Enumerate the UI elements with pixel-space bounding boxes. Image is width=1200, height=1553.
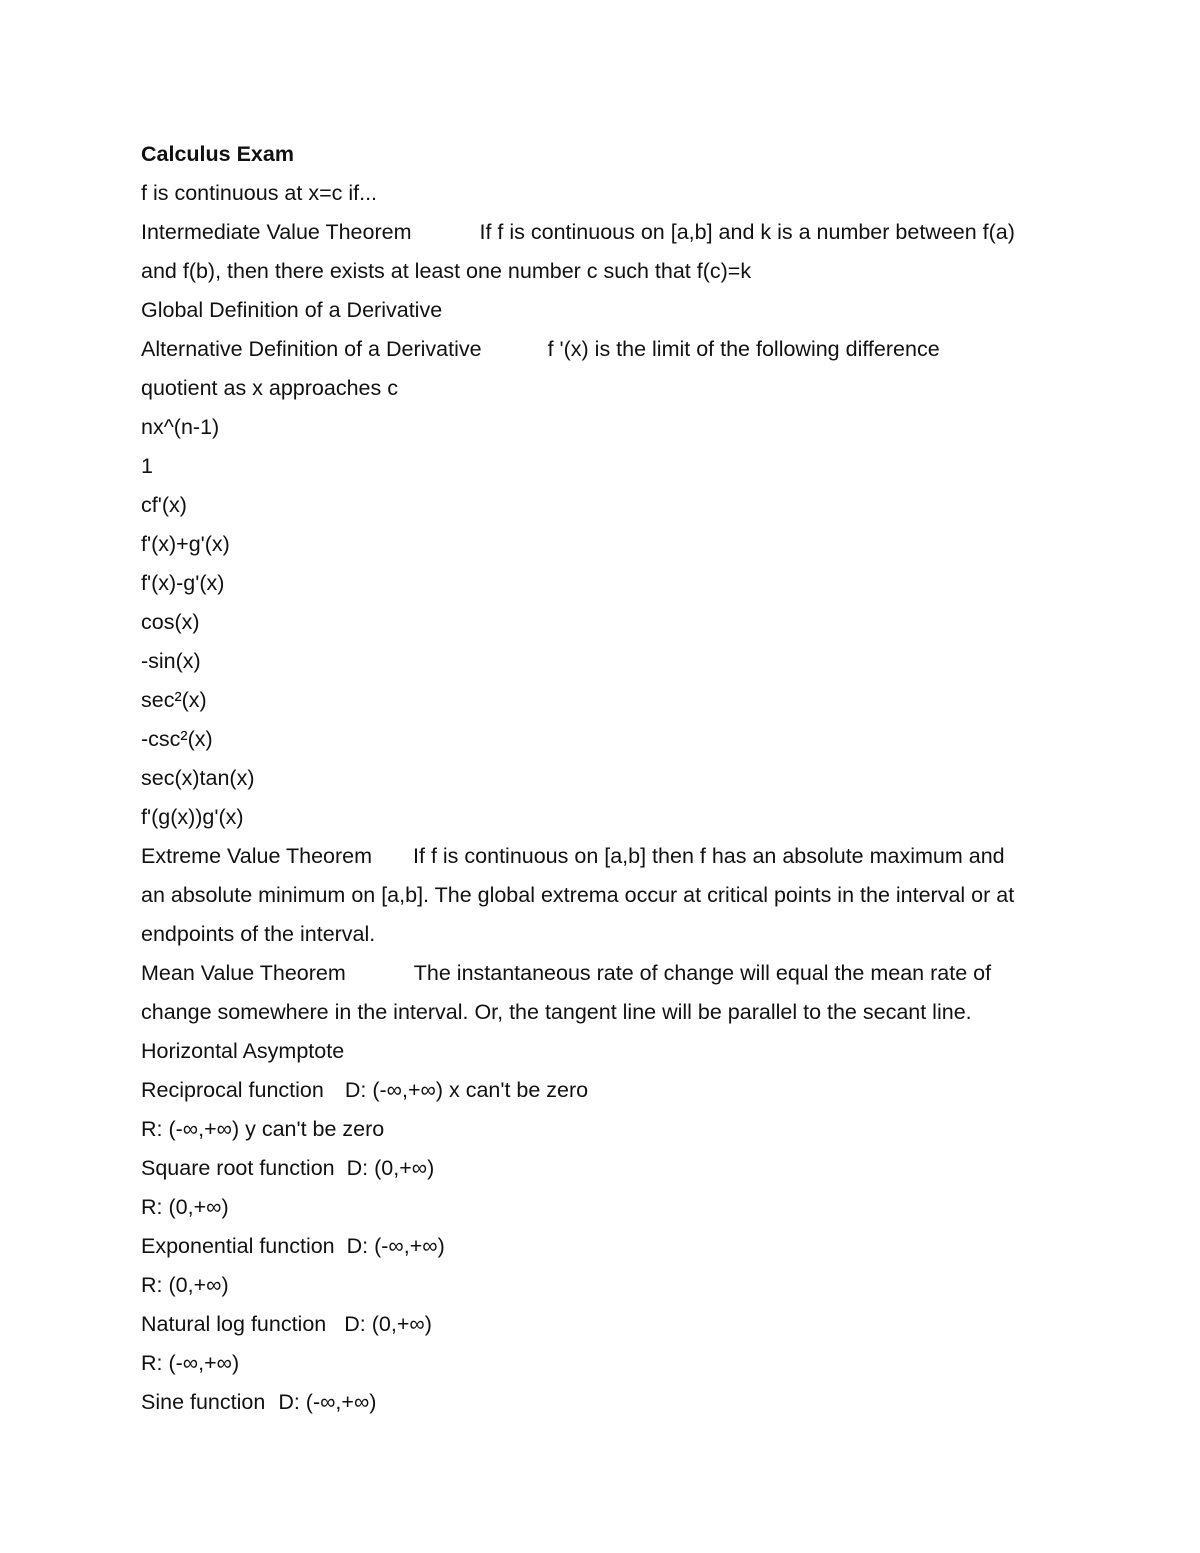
sine-domain: D: (-∞,+∞)	[278, 1390, 377, 1414]
alt-derivative-row	[141, 330, 1071, 369]
ivt-row	[141, 213, 1071, 252]
page-title: Calculus Exam	[141, 142, 294, 166]
derivative-rule: sec²(x)	[141, 688, 207, 712]
derivative-rule: 1	[141, 454, 153, 478]
square-root-domain: D: (0,+∞)	[346, 1156, 435, 1180]
document-page	[141, 135, 1071, 1422]
derivative-rule: f'(x)+g'(x)	[141, 532, 230, 556]
sine-term: Sine function	[141, 1390, 266, 1414]
sine-row	[141, 1383, 1071, 1422]
evt-definition-1: If f is continuous on [a,b] then f has an absolute maximum and	[413, 844, 1005, 868]
exponential-row	[141, 1227, 1071, 1266]
square-root-range: R: (0,+∞)	[141, 1195, 229, 1219]
reciprocal-range: R: (-∞,+∞) y can't be zero	[141, 1117, 385, 1141]
square-root-row	[141, 1149, 1071, 1188]
evt-definition-3: endpoints of the interval.	[141, 922, 376, 946]
natural-log-domain: D: (0,+∞)	[344, 1312, 432, 1336]
derivative-rule: f'(x)-g'(x)	[141, 571, 225, 595]
alt-derivative-definition-1: f '(x) is the limit of the following difference	[547, 337, 940, 361]
derivative-rule: nx^(n-1)	[141, 415, 220, 439]
derivative-rule: cf'(x)	[141, 493, 187, 517]
ivt-definition-2: and f(b), then there exists at least one number c such that f(c)=k	[141, 259, 752, 283]
mvt-row	[141, 954, 1071, 993]
evt-term: Extreme Value Theorem	[141, 844, 373, 868]
mvt-term: Mean Value Theorem	[141, 961, 346, 985]
evt-row	[141, 837, 1071, 876]
derivative-rule: sec(x)tan(x)	[141, 766, 255, 790]
reciprocal-domain: D: (-∞,+∞) x can't be zero	[344, 1078, 589, 1102]
natural-log-range: R: (-∞,+∞)	[141, 1351, 240, 1375]
reciprocal-row	[141, 1071, 1071, 1110]
reciprocal-term: Reciprocal function	[141, 1078, 324, 1102]
derivative-rule: -csc²(x)	[141, 727, 213, 751]
mvt-definition-2: change somewhere in the interval. Or, the tangent line will be parallel to the secant line.	[141, 1000, 972, 1024]
natural-log-row	[141, 1305, 1071, 1344]
alt-derivative-definition-2: quotient as x approaches c	[141, 376, 398, 400]
natural-log-term: Natural log function	[141, 1312, 327, 1336]
mvt-definition-1: The instantaneous rate of change will equal the mean rate of	[413, 961, 992, 985]
exponential-domain: D: (-∞,+∞)	[346, 1234, 445, 1258]
derivative-rule: -sin(x)	[141, 649, 201, 673]
continuity-term: f is continuous at x=c if...	[141, 181, 378, 205]
ivt-term: Intermediate Value Theorem	[141, 220, 412, 244]
exponential-range: R: (0,+∞)	[141, 1273, 229, 1297]
derivative-rule: f'(g(x))g'(x)	[141, 805, 244, 829]
alt-derivative-term: Alternative Definition of a Derivative	[141, 337, 482, 361]
exponential-term: Exponential function	[141, 1234, 335, 1258]
ivt-definition-1: If f is continuous on [a,b] and k is a number between f(a)	[479, 220, 1015, 244]
square-root-term: Square root function	[141, 1156, 335, 1180]
derivative-rule: cos(x)	[141, 610, 200, 634]
global-derivative-term: Global Definition of a Derivative	[141, 298, 443, 322]
horizontal-asymptote-term: Horizontal Asymptote	[141, 1039, 345, 1063]
evt-definition-2: an absolute minimum on [a,b]. The global extrema occur at critical points in the interval or at	[141, 883, 1015, 907]
